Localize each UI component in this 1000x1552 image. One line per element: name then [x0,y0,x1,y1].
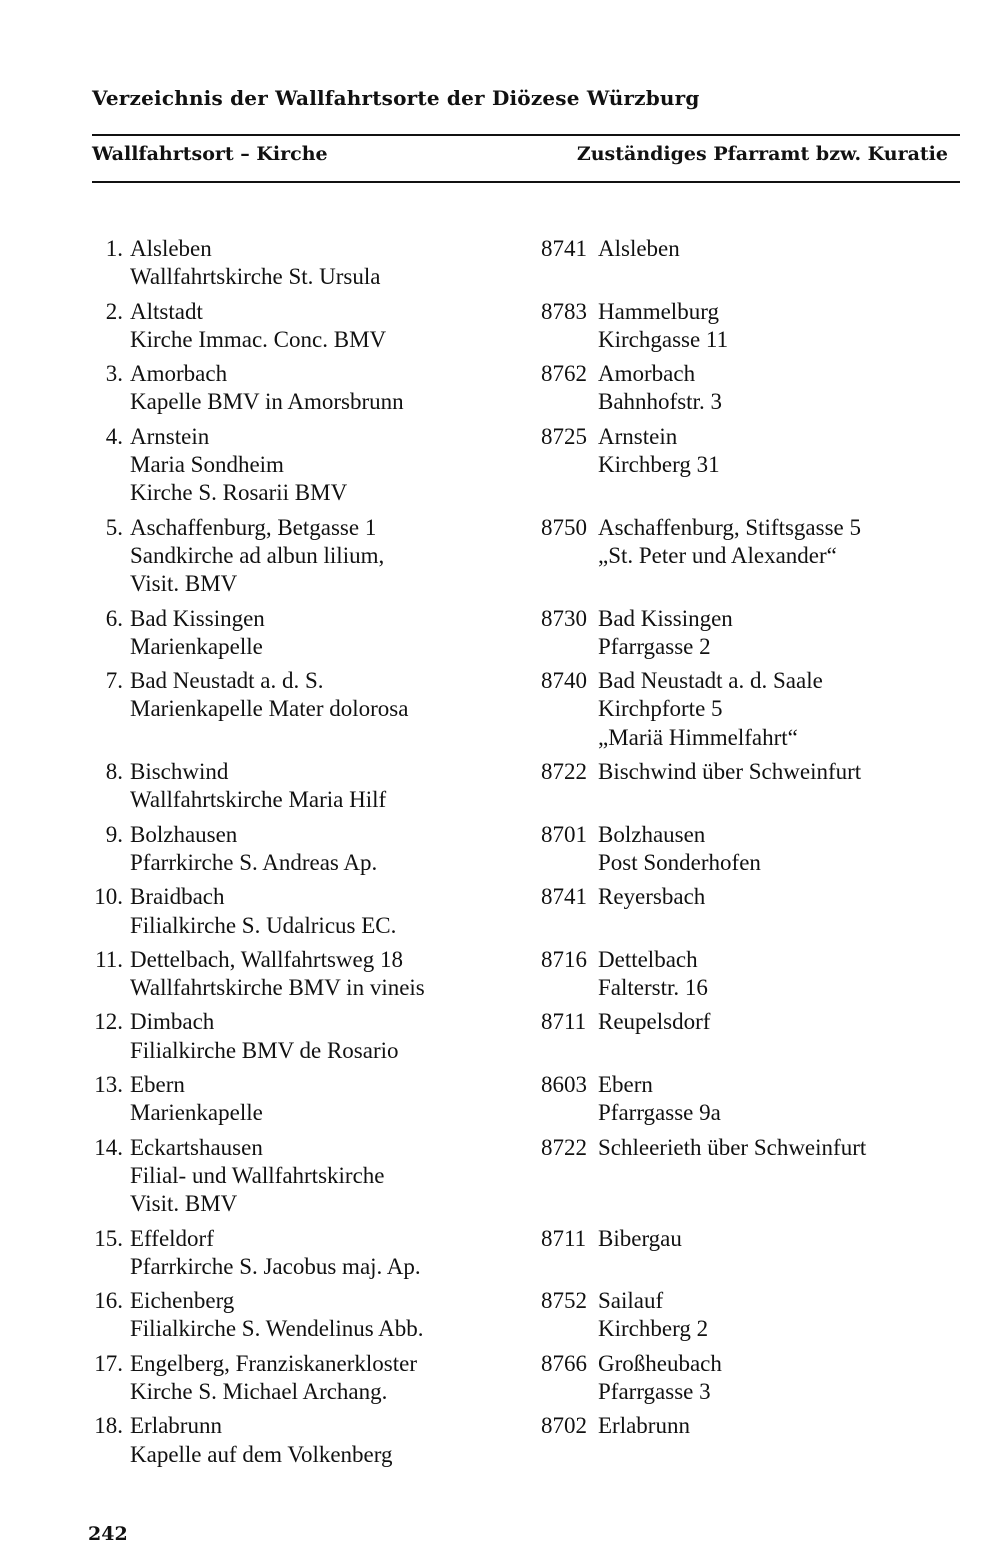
pilgrimage-place: Bad Kissingen [130,605,265,631]
postal-code: 8741 [541,236,587,261]
entry-line [0,1071,1000,1099]
parish-address: Pfarrgasse 3 [598,1378,711,1404]
entry-number: 6. [105,605,123,631]
postal-code: 8730 [541,605,587,631]
list-item [0,360,1000,417]
list-item [0,1225,1000,1282]
list-item [0,821,1000,878]
postal-code: 8722 [541,1134,587,1160]
postal-code: 8740 [541,668,587,694]
pilgrimage-place: Alsleben [130,236,212,261]
pilgrimage-place: Braidbach [130,884,225,910]
parish-office: Aschaffenburg, Stiftsgasse 5 [598,514,861,540]
pilgrimage-place: Aschaffenburg, Betgasse 1 [130,514,377,540]
entry-line [0,946,1000,974]
postal-code: 8722 [541,759,587,785]
entry-line [0,1441,1000,1469]
list-item [0,758,1000,815]
parish-address: „Mariä Himmelfahrt“ [598,724,798,750]
entry-line [0,1134,1000,1162]
list-item [0,667,1000,752]
entry-line [0,360,1000,388]
postal-code: 8603 [541,1072,587,1098]
header-rule-bottom [92,181,960,183]
header-rule-top [92,134,960,136]
parish-office: Dettelbach [598,946,698,972]
list-item [0,1287,1000,1344]
entry-number: 3. [105,361,123,387]
church-detail: Kirche Immac. Conc. BMV [130,326,387,352]
entry-number: 10. [94,884,123,910]
entry-gap [0,1469,1000,1475]
church-detail: Filialkirche BMV de Rosario [130,1037,399,1063]
pilgrimage-place: Bolzhausen [130,821,238,847]
entry-line [0,1225,1000,1253]
parish-office: Hammelburg [598,298,719,324]
entry-line [0,235,1000,263]
entry-line [0,1099,1000,1127]
church-detail: Wallfahrtskirche Maria Hilf [130,787,387,813]
parish-office: Schleerieth über Schweinfurt [598,1134,867,1160]
list-item [0,235,1000,292]
list-item [0,423,1000,508]
entry-line [0,974,1000,1002]
postal-code: 8741 [541,884,587,910]
entry-number: 8. [105,759,123,785]
pilgrimage-place: Engelberg, Franziskanerkloster [130,1350,417,1376]
church-detail: Kirche S. Rosarii BMV [130,480,348,506]
pilgrimage-place: Amorbach [130,361,228,387]
postal-code: 8783 [541,298,587,324]
entry-line [0,1037,1000,1065]
entry-line [0,1253,1000,1281]
entry-line [0,1315,1000,1343]
list-item [0,1350,1000,1407]
parish-address: Kirchpforte 5 [598,696,723,722]
postal-code: 8716 [541,946,587,972]
parish-address: „St. Peter und Alexander“ [598,542,837,568]
church-detail: Visit. BMV [130,1191,238,1217]
entry-number: 17. [94,1350,123,1376]
parish-address: Pfarrgasse 2 [598,633,711,659]
pilgrimage-place: Arnstein [130,423,210,449]
church-detail: Visit. BMV [130,571,238,597]
church-detail: Marienkapelle [130,1100,263,1126]
parish-office: Reyersbach [598,884,706,910]
pilgrimage-place: Bad Neustadt a. d. S. [130,668,324,694]
entry-line [0,758,1000,786]
church-detail: Marienkapelle Mater dolorosa [130,696,409,722]
parish-office: Arnstein [598,423,678,449]
entry-number: 13. [94,1072,123,1098]
entry-line [0,695,1000,723]
entry-number: 7. [105,668,123,694]
entry-line [0,451,1000,479]
church-detail: Filial- und Wallfahrtskirche [130,1162,385,1188]
parish-address: Kirchberg 31 [598,452,720,478]
church-detail: Pfarrkirche S. Andreas Ap. [130,849,378,875]
pilgrimage-place: Dettelbach, Wallfahrtsweg 18 [130,946,403,972]
entry-line [0,633,1000,661]
pilgrimage-place: Effeldorf [130,1225,214,1251]
postal-code: 8750 [541,514,587,540]
church-detail: Sandkirche ad albun lilium, [130,542,385,568]
entry-line [0,479,1000,507]
entry-number: 12. [94,1009,123,1035]
entry-line [0,542,1000,570]
entry-line [0,1350,1000,1378]
entry-number: 18. [94,1413,123,1439]
postal-code: 8762 [541,361,587,387]
church-detail: Kapelle BMV in Amorsbrunn [130,389,404,415]
entry-line [0,1162,1000,1190]
parish-office: Reupelsdorf [598,1009,711,1035]
parish-address: Post Sonderhofen [598,849,761,875]
pilgrimage-place: Eichenberg [130,1288,235,1314]
parish-office: Amorbach [598,361,696,387]
entry-number: 9. [105,821,123,847]
postal-code: 8725 [541,423,587,449]
entry-line [0,1378,1000,1406]
church-detail: Marienkapelle [130,633,263,659]
church-detail: Filialkirche S. Wendelinus Abb. [130,1316,424,1342]
pilgrimage-place: Ebern [130,1072,185,1098]
entry-line [0,570,1000,598]
entry-number: 5. [105,514,123,540]
church-detail: Pfarrkirche S. Jacobus maj. Ap. [130,1253,421,1279]
church-detail: Kapelle auf dem Volkenberg [130,1441,393,1467]
list-item [0,1134,1000,1219]
parish-address: Pfarrgasse 9a [598,1100,721,1126]
entry-line [0,1190,1000,1218]
postal-code: 8702 [541,1413,587,1439]
page-title: Verzeichnis der Wallfahrtsorte der Diözese Würzburg [92,86,700,110]
pilgrimage-place: Bischwind [130,759,229,785]
postal-code: 8766 [541,1350,587,1376]
entry-line [0,423,1000,451]
entry-number: 16. [94,1288,123,1314]
parish-office: Sailauf [598,1288,664,1314]
parish-office: Alsleben [598,236,680,261]
entry-line [0,912,1000,940]
entry-number: 15. [94,1225,123,1251]
entry-line [0,514,1000,542]
list-item [0,883,1000,940]
parish-office: Erlabrunn [598,1413,690,1439]
entry-line [0,263,1000,291]
entry-line [0,849,1000,877]
entry-number: 11. [95,946,123,972]
parish-address: Falterstr. 16 [598,975,708,1001]
entry-line [0,326,1000,354]
pilgrimage-place: Altstadt [130,298,203,324]
list-item [0,1412,1000,1469]
entry-number: 2. [105,298,123,324]
entry-number: 14. [94,1134,123,1160]
church-detail: Wallfahrtskirche St. Ursula [130,264,381,290]
list-item [0,514,1000,599]
entry-line [0,821,1000,849]
parish-office: Bolzhausen [598,821,706,847]
postal-code: 8711 [541,1225,587,1251]
parish-address: Kirchberg 2 [598,1316,709,1342]
entry-line [0,786,1000,814]
postal-code: 8752 [541,1288,587,1314]
list-item [0,1008,1000,1065]
entry-line [0,1412,1000,1440]
pilgrimage-place: Erlabrunn [130,1413,222,1439]
list-item [0,298,1000,355]
parish-office: Großheubach [598,1350,722,1376]
pilgrimage-place: Dimbach [130,1009,215,1035]
parish-address: Bahnhofstr. 3 [598,389,722,415]
parish-office: Bad Neustadt a. d. Saale [598,668,823,694]
entry-line [0,724,1000,752]
column-header-right: Zuständiges Pfarramt bzw. Kuratie [576,143,948,165]
page-number: 242 [88,1523,128,1545]
column-header-left: Wallfahrtsort – Kirche [92,143,328,165]
entry-line [0,1008,1000,1036]
list-item [0,946,1000,1003]
entry-line [0,298,1000,326]
parish-office: Bibergau [598,1225,682,1251]
parish-office: Bischwind über Schweinfurt [598,759,862,785]
list-item [0,1071,1000,1128]
pilgrimage-place: Eckartshausen [130,1134,263,1160]
entry-number: 1. [105,236,123,261]
church-detail: Wallfahrtskirche BMV in vineis [130,975,425,1001]
entry-number: 4. [105,423,123,449]
church-detail: Filialkirche S. Udalricus EC. [130,912,397,938]
postal-code: 8711 [541,1009,587,1035]
church-detail: Kirche S. Michael Archang. [130,1378,388,1404]
entry-line [0,605,1000,633]
parish-office: Bad Kissingen [598,605,733,631]
parish-office: Ebern [598,1072,653,1098]
entries-list [0,235,1000,1475]
entry-line [0,883,1000,911]
postal-code: 8701 [541,821,587,847]
entry-line [0,1287,1000,1315]
list-item [0,605,1000,662]
church-detail: Maria Sondheim [130,452,284,478]
entry-line [0,667,1000,695]
entry-line [0,388,1000,416]
parish-address: Kirchgasse 11 [598,326,729,352]
